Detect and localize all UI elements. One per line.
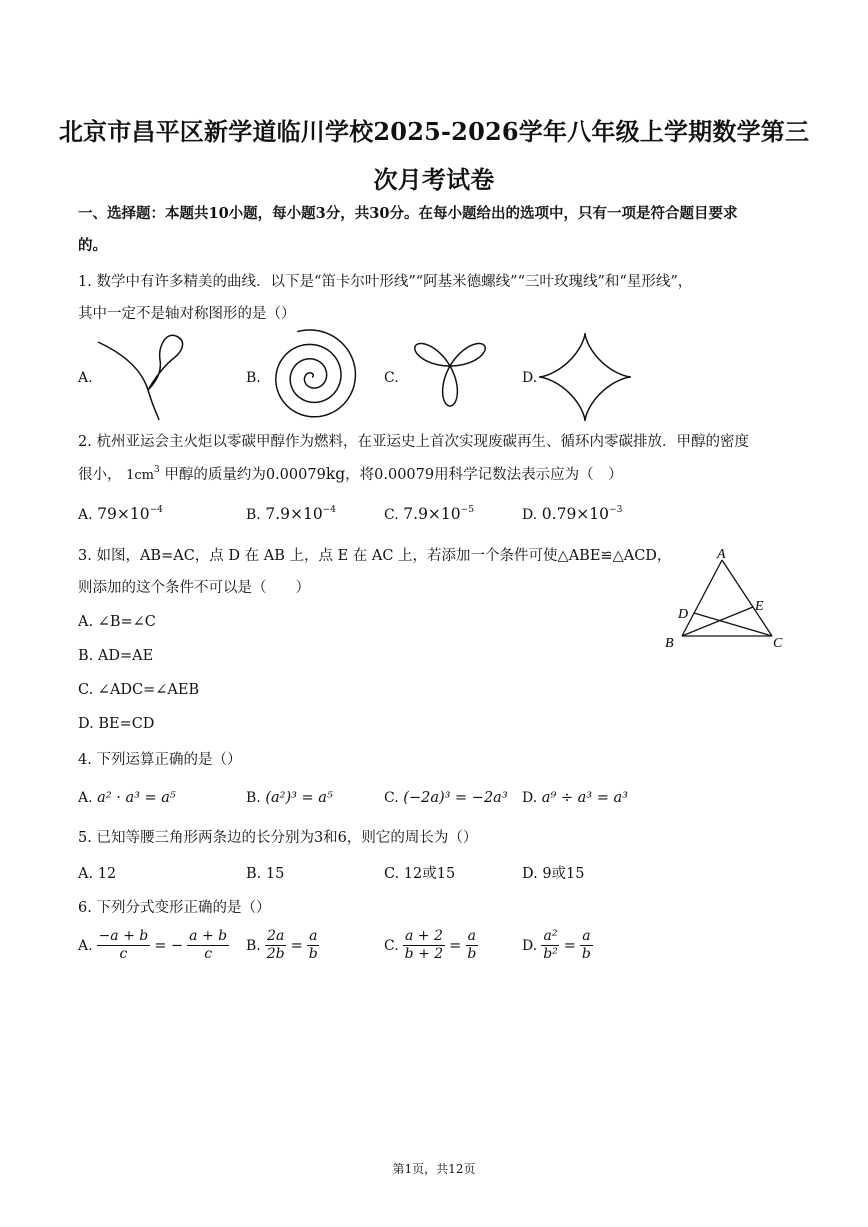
three-leaf-rose-icon [400, 330, 500, 422]
folium-curve-icon [96, 330, 188, 422]
q2-stem-line-1: 2. 杭州亚运会主火炬以零碳甲醇作为燃料，在亚运史上首次实现废碳再生、循环内零碳排放．甲醇的密度 [78, 434, 749, 450]
q6-option-c: C. $\frac{a + 2}{b + 2}$ = $\frac{a}{b}$ [384, 928, 477, 962]
q1-stem-line-2: 其中一定不是轴对称图形的是（） [78, 306, 296, 322]
q2-option-a: A. $79\times 10^{-4}$ [78, 505, 163, 523]
page-title-line-2: 次月考试卷 [373, 165, 495, 194]
q3-stem-line-1: 3. 如图，AB=AC，点 D 在 AB 上，点 E 在 AC 上，若添加一个条件可使△ABE≌△ACD， [78, 548, 672, 564]
q5-stem: 5. 已知等腰三角形两条边的长分别为3和6，则它的周长为（） [78, 830, 478, 846]
q1-option-b-label: B. [246, 370, 261, 386]
section-instructions-line-1: 一、选择题：本题共10小题，每小题3分，共30分。在每小题给出的选项中，只有一项是符合题目要求 [78, 205, 738, 222]
section-instructions-line-2: 的。 [78, 237, 107, 254]
q1-option-d-label: D. [522, 370, 538, 386]
q1-option-a-label: A. [78, 370, 93, 386]
q1-stem-line-1: 1. 数学中有许多精美的曲线．以下是“笛卡尔叶形线”“阿基米德螺线”“三叶玫瑰线”和“星形线”， [78, 274, 693, 290]
q5-option-a: A. 12 [78, 866, 117, 882]
q3-stem-line-2: 则添加的这个条件不可以是（ ） [78, 580, 310, 596]
q2-option-d: D. $0.79\times 10^{-3}$ [522, 505, 623, 523]
page-footer: 第1页，共12页 [392, 1162, 476, 1176]
q4-option-a: A. a² · a³ = a⁵ [78, 790, 176, 806]
q6-option-b: B. $\frac{2a}{2b}$ = $\frac{a}{b}$ [246, 928, 318, 962]
q3-label-c: C [773, 636, 783, 651]
q5-option-d: D. 9或15 [522, 866, 585, 882]
q3-option-d: D. BE=CD [78, 716, 155, 732]
q4-option-d: D. a⁹ ÷ a³ = a³ [522, 790, 628, 806]
q4-stem: 4. 下列运算正确的是（） [78, 752, 242, 768]
q3-option-b: B. AD=AE [78, 648, 154, 664]
q5-option-c: C. 12或15 [384, 866, 456, 882]
q3-option-a: A. ∠B=∠C [78, 614, 156, 630]
q3-triangle-figure [660, 546, 790, 656]
archimedean-spiral-icon [262, 334, 362, 420]
q3-label-d: D [678, 607, 689, 622]
q2-option-b: B. $7.9\times 10^{-4}$ [246, 505, 337, 523]
q6-stem: 6. 下列分式变形正确的是（） [78, 900, 271, 916]
q2-kg-unit: kg [325, 465, 346, 483]
q2-unit: $1cm^3$ [126, 465, 160, 483]
q2-option-c: C. $7.9\times 10^{-5}$ [384, 505, 474, 523]
page-title-line-1: 北京市昌平区新学道临川学校2025-2026学年八年级上学期数学第三 [58, 117, 810, 146]
q3-label-b: B [665, 636, 674, 651]
q2-stem-text-c: ，将0.00079用科学记数法表示应为（ ） [345, 467, 623, 483]
q1-option-c-label: C. [384, 370, 399, 386]
astroid-icon [538, 332, 634, 424]
q5-option-b: B. 15 [246, 866, 285, 882]
q3-label-a: A [717, 547, 726, 562]
q3-label-e: E [755, 599, 764, 614]
q4-option-b: B. (a²)³ = a⁵ [246, 790, 333, 806]
q6-option-a: A. $\frac{-a + b}{c}$ = − $\frac{a + b}{c}$ [78, 928, 228, 962]
q6-option-d: D. $\frac{\text{a²}}{\text{b²}}$ = $\frac{a}{b}$ [522, 928, 591, 962]
q2-stem-text-a: 很小， [78, 467, 122, 483]
q2-stem-line-2 [78, 464, 623, 486]
q2-stem-text-b: 甲醇的质量约为0.00079 [164, 467, 326, 483]
q3-option-c: C. ∠ADC=∠AEB [78, 682, 200, 698]
q4-option-c: C. (−2a)³ = −2a³ [384, 790, 508, 806]
